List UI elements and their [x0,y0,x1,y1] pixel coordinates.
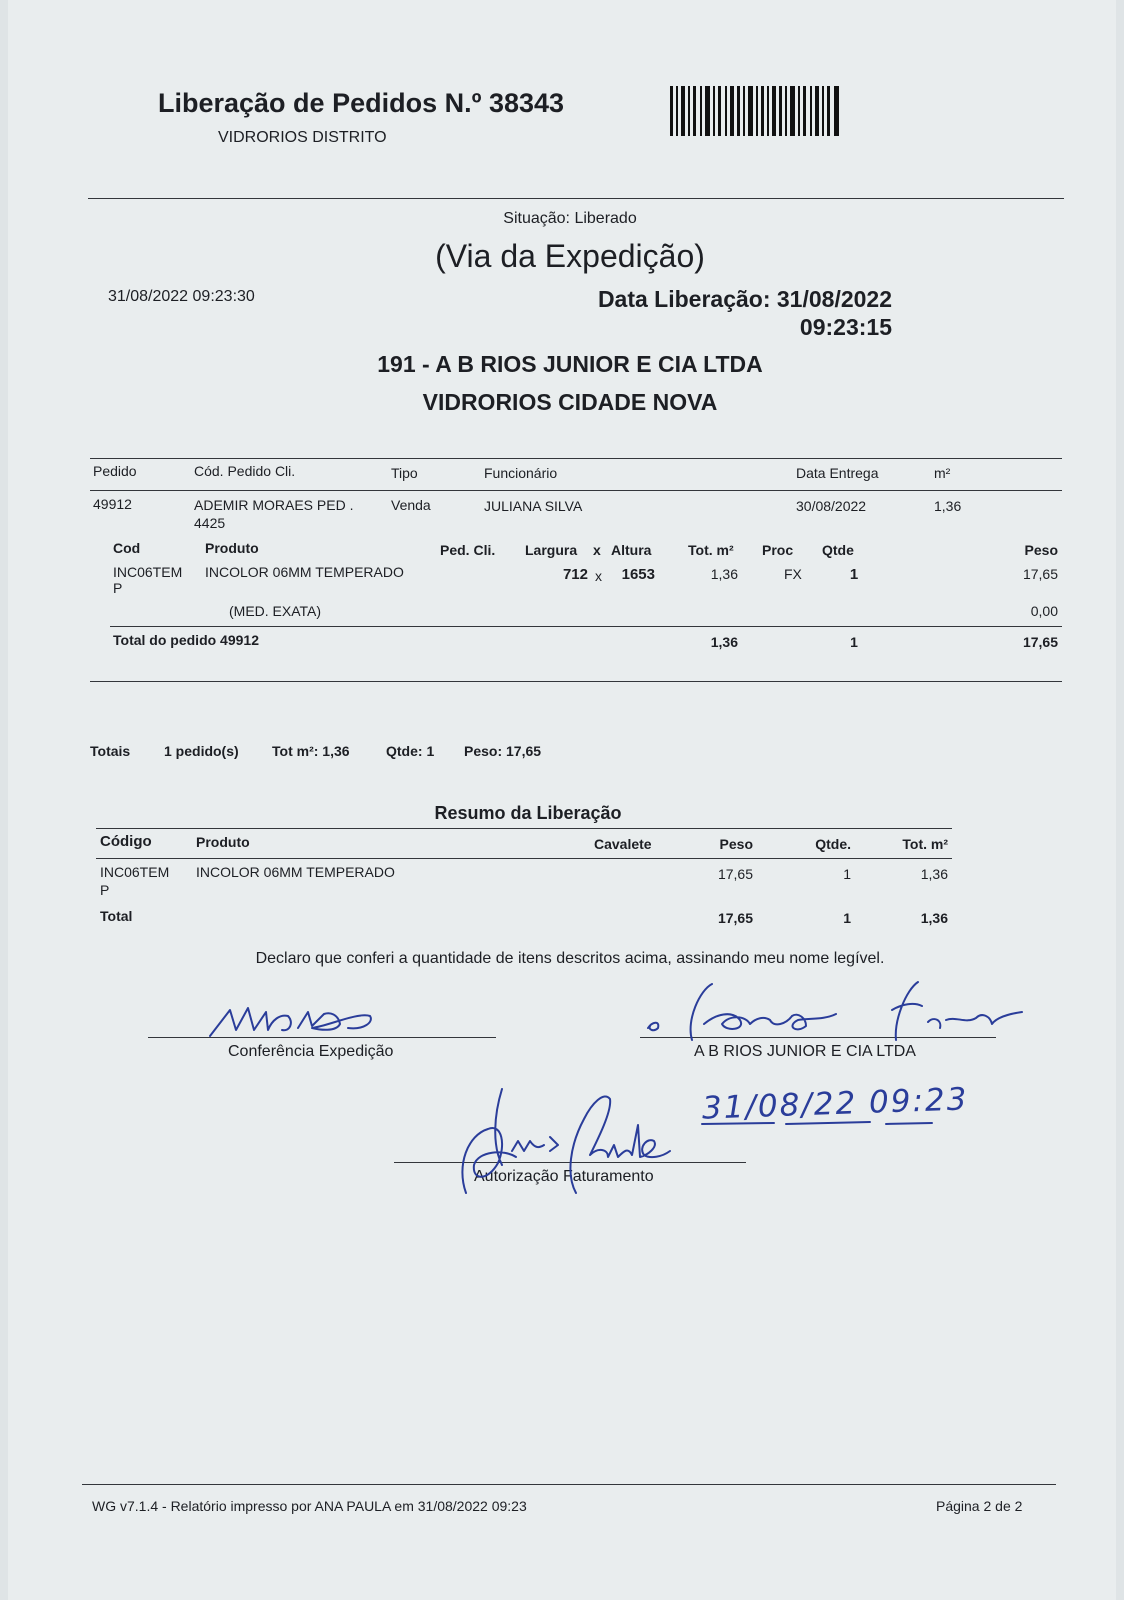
resumo-row-peso: 17,65 [717,866,753,882]
resumo-row-produto: INCOLOR 06MM TEMPERADO [196,864,395,880]
row-m2: 1,36 [934,498,962,514]
signature-autorizacao [458,1085,678,1195]
item-header-qtde: Qtde [822,542,854,558]
order-total-qtde: 1 [850,634,858,650]
company-name: VIDRORIOS DISTRITO [218,129,387,146]
item-largura: 712 [562,566,588,583]
row-cod-pedido-cli-cont: 4425 [194,515,226,531]
resumo-row-qtde: 1 [843,866,851,882]
item-header-largura: Largura [525,542,578,558]
resumo-row-codigo-cont: P [100,882,110,898]
totais-peso: Peso: 17,65 [464,743,542,759]
resumo-total-qtde: 1 [843,910,851,926]
signature-label-conferencia: Conferência Expedição [228,1043,394,1060]
item-header-ped-cli: Ped. Cli. [440,542,496,558]
item-cod: INC06TEM [113,564,183,580]
item-med-exata: (MED. EXATA) [229,603,322,619]
col-header-funcionario: Funcionário [484,465,558,481]
resumo-header-peso: Peso [719,836,753,852]
resumo-total-label: Total [100,908,133,924]
print-datetime: 31/08/2022 09:23:30 [108,288,255,305]
row-cod-pedido-cli: ADEMIR MORAES PED . [194,497,354,513]
item-header-x: x [593,542,601,558]
order-total-peso: 17,65 [1022,634,1058,650]
declaration-text: Declaro que conferi a quantidade de itens descritos acima, assinando meu nome legível. [255,950,885,967]
item-peso: 17,65 [1022,566,1058,582]
resumo-header-codigo: Código [100,833,152,850]
resumo-header-qtde: Qtde. [815,836,851,852]
totais-label: Totais [90,743,131,759]
item-header-tot-m2: Tot. m² [688,542,734,558]
data-liberacao [548,285,892,341]
item-produto: INCOLOR 06MM TEMPERADO [205,564,404,580]
signature-label-autorizacao: Autorização Faturamento [474,1168,654,1185]
item-altura: 1653 [621,566,655,583]
barcode [670,86,840,136]
item-header-altura: Altura [611,542,652,558]
item-x: x [595,568,602,584]
col-header-tipo: Tipo [391,465,418,481]
col-header-cod-pedido-cli: Cód. Pedido Cli. [194,463,296,479]
order-total-label: Total do pedido 49912 [113,632,259,648]
totais-qtde: Qtde: 1 [386,743,435,759]
signature-label-cliente: A B RIOS JUNIOR E CIA LTDA [694,1043,916,1060]
client-name: 191 - A B RIOS JUNIOR E CIA LTDA [377,351,763,377]
totais-pedidos: 1 pedido(s) [164,743,239,759]
totais-tot-m2: Tot m²: 1,36 [272,743,350,759]
document-title: Liberação de Pedidos N.º 38343 [158,88,565,118]
resumo-total-tot-m2: 1,36 [920,910,948,926]
resumo-title: Resumo da Liberação [434,803,622,823]
page-number: Página 2 de 2 [936,1498,1023,1514]
signature-conferencia [208,1000,388,1040]
row-funcionario: JULIANA SILVA [484,498,583,514]
item-header-cod: Cod [113,540,141,556]
handwritten-date-underline [700,1120,970,1136]
row-data-entrega: 30/08/2022 [796,498,867,514]
resumo-row-tot-m2: 1,36 [920,866,948,882]
item-header-peso: Peso [1024,542,1058,558]
resumo-header-produto: Produto [196,834,250,850]
item-header-produto: Produto [205,540,259,556]
resumo-header-tot-m2: Tot. m² [902,836,948,852]
data-liberacao-date: Data Liberação: 31/08/2022 [597,286,892,312]
data-liberacao-time: 09:23:15 [799,314,892,340]
col-header-data-entrega: Data Entrega [796,465,879,481]
item-header-proc: Proc [762,542,794,558]
item-qtde: 1 [849,566,859,583]
item-cod-cont: P [113,580,123,596]
via-label: (Via da Expedição) [435,238,705,274]
situacao-text: Situação: Liberado [503,210,637,227]
item-extra-peso: 0,00 [1030,603,1058,619]
row-pedido: 49912 [93,496,132,512]
col-header-m2: m² [934,465,951,481]
document-page [8,0,1116,1600]
resumo-header-cavalete: Cavalete [594,836,652,852]
signature-cliente [646,980,1026,1060]
item-proc: FX [784,566,802,582]
client-store: VIDRORIOS CIDADE NOVA [422,389,718,415]
resumo-row-codigo: INC06TEM [100,864,170,880]
col-header-pedido: Pedido [93,463,137,479]
item-tot-m2: 1,36 [710,566,738,582]
footer-report-info: WG v7.1.4 - Relatório impresso por ANA PAULA em 31/08/2022 09:23 [92,1498,527,1514]
handwritten-date: 31/08/22 09:23 [701,1081,969,1127]
order-total-m2: 1,36 [710,634,738,650]
row-tipo: Venda [391,497,431,513]
resumo-total-peso: 17,65 [717,910,753,926]
